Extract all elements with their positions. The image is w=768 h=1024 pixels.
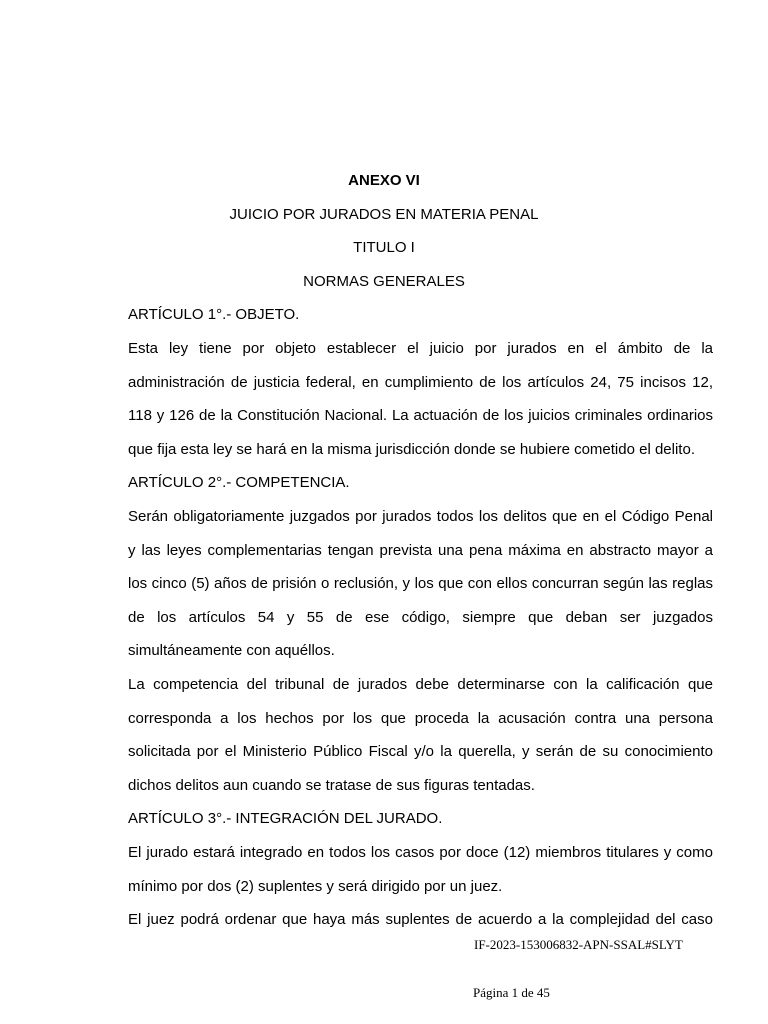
body-line: solicitada por el Ministerio Público Fiscal y/o la querella, y serán de su conocimiento [128,743,713,760]
document-subtitle: JUICIO POR JURADOS EN MATERIA PENAL [229,206,539,223]
document-id: IF-2023-153006832-APN-SSAL#SLYT [474,937,683,952]
body-line: dichos delitos aun cuando se tratase de sus figuras tentadas. [128,777,535,794]
body-line: corresponda a los hechos por los que proceda la acusación contra una persona [128,710,713,727]
body-line: La competencia del tribunal de jurados debe determinarse con la calificación que [128,676,713,693]
body-line: los cinco (5) años de prisión o reclusión, y los que con ellos concurran según las reglas [128,575,713,592]
page-number: Página 1 de 45 [473,985,550,1000]
body-line: Esta ley tiene por objeto establecer el juicio por jurados en el ámbito de la [128,340,713,357]
annex-title: ANEXO VI [348,172,420,189]
body-line: El jurado estará integrado en todos los casos por doce (12) miembros titulares y como [128,844,713,861]
section-heading: NORMAS GENERALES [303,273,465,290]
article-1-heading: ARTÍCULO 1°.- OBJETO. [128,306,300,323]
body-line: Serán obligatoriamente juzgados por jurados todos los delitos que en el Código Penal [128,508,713,525]
body-line: y las leyes complementarias tengan prevista una pena máxima en abstracto mayor a [128,542,713,559]
article-2-heading: ARTÍCULO 2°.- COMPETENCIA. [128,474,350,491]
body-line: administración de justicia federal, en cumplimiento de los artículos 24, 75 incisos 12, [128,374,713,391]
body-line: simultáneamente con aquéllos. [128,642,335,659]
body-line: 118 y 126 de la Constitución Nacional. La actuación de los juicios criminales ordinarios [128,407,713,424]
article-3-heading: ARTÍCULO 3°.- INTEGRACIÓN DEL JURADO. [128,810,443,827]
body-line: que fija esta ley se hará en la misma jurisdicción donde se hubiere cometido el delito. [128,441,695,458]
body-line: de los artículos 54 y 55 de ese código, siempre que deban ser juzgados [128,609,713,626]
body-line: El juez podrá ordenar que haya más suplentes de acuerdo a la complejidad del caso [128,911,713,928]
body-line: mínimo por dos (2) suplentes y será dirigido por un juez. [128,878,503,895]
titulo-heading: TITULO I [353,239,415,256]
